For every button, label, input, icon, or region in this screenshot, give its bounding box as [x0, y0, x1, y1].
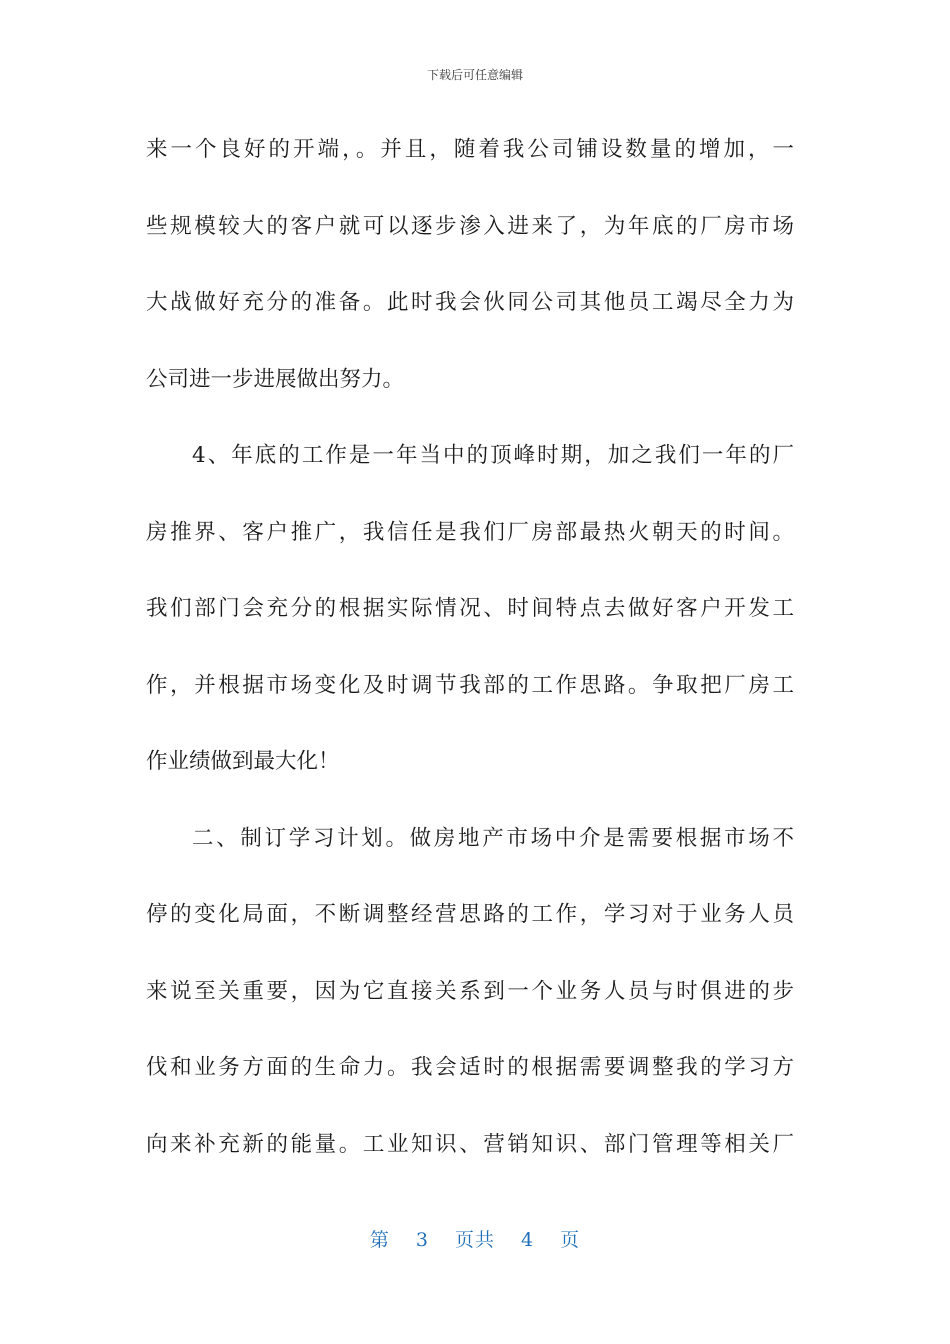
paragraph-2-line-1: 4、年底的工作是一年当中的顶峰时期，加之我们一年的厂 — [192, 443, 794, 468]
paragraph-2-line-4: 作，并根据市场变化及时调节我部的工作思路。争取把厂房工 — [146, 672, 794, 698]
paragraph-1-line-3: 大战做好充分的准备。此时我会伙同公司其他员工竭尽全力为 — [146, 290, 794, 315]
page-footer — [0, 1225, 950, 1252]
footer-mid: 页共 — [454, 1229, 495, 1251]
paragraph-3-line-3: 来说至关重要，因为它直接关系到一个业务人员与时俱进的步 — [146, 978, 794, 1004]
paragraph-2-line-3: 我们部门会充分的根据实际情况、时间特点去做好客户开发工 — [146, 596, 794, 621]
paragraph-3-line-1: 二、制订学习计划。做房地产市场中介是需要根据市场不 — [192, 825, 794, 851]
page-header: 下载后可任意编辑 — [426, 68, 523, 82]
paragraph-3-line-2: 停的变化局面，不断调整经营思路的工作，学习对于业务人员 — [146, 902, 794, 927]
paragraph-2-line-5: 作业绩做到最大化！ — [146, 749, 340, 774]
total-page-number: 4 — [521, 1229, 535, 1251]
footer-prefix: 第 — [369, 1229, 390, 1251]
paragraph-1-line-2: 些规模较大的客户就可以逐步渗入进来了，为年底的厂房市场 — [146, 213, 794, 239]
current-page-number: 3 — [415, 1229, 429, 1251]
paragraph-2-line-2: 房推界、客户推广，我信任是我们厂房部最热火朝天的时间。 — [146, 519, 794, 545]
footer-suffix: 页 — [560, 1229, 581, 1251]
paragraph-3-line-5: 向来补充新的能量。工业知识、营销知识、部门管理等相关厂 — [146, 1131, 794, 1157]
document-body — [146, 112, 794, 1183]
paragraph-3-line-4: 伐和业务方面的生命力。我会适时的根据需要调整我的学习方 — [146, 1055, 794, 1080]
paragraph-1-line-1: 来一个良好的开端，。并且，随着我公司铺设数量的增加，一 — [146, 137, 794, 162]
paragraph-1-line-4: 公司进一步进展做出努力。 — [146, 366, 405, 392]
